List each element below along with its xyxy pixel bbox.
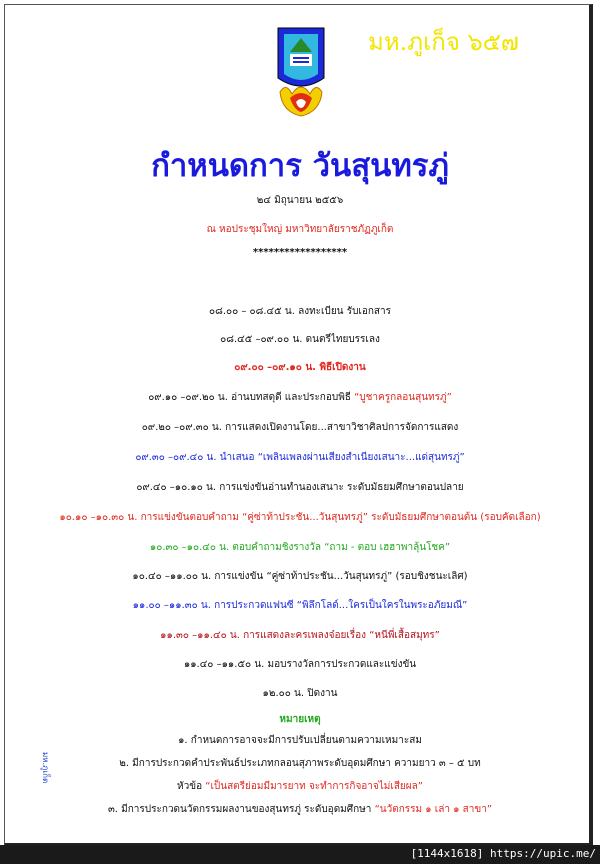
schedule-quote: “เพลินเพลงผ่านเสียงสำเนียงเสนาะ...แด่สุนทรภู่”: [257, 452, 465, 463]
schedule-quote: “หนีพี่เสื้อสมุทร”: [369, 630, 440, 641]
note-text: หัวข้อ: [177, 781, 203, 792]
schedule-text: การแสดงละครเพลงจ๋อยเรื่อง: [243, 630, 367, 641]
corner-tag: มห.ภูเก็จ ๖๕๗: [368, 28, 519, 56]
note-text: ๒. มีการประกวดคำประพันธ์ประเภทกลอนสุภาพระดับอุดมศึกษา ความยาว ๓ – ๕ บท: [119, 758, 481, 769]
schedule-row: [0, 390, 600, 405]
side-margin-text: มห.ภูเก็ต: [41, 752, 50, 784]
schedule-row: [0, 628, 600, 643]
schedule-time: ๑๐.๓๐ –๑๐.๔๐ น.: [149, 542, 230, 553]
schedule-row: [0, 657, 600, 672]
schedule-tail: (รอบชิงชนะเลิศ): [395, 571, 468, 582]
schedule-time: ๑๐.๔๐ –๑๑.๐๐ น.: [132, 571, 212, 582]
footer-text: [1144x1618] https://upic.me/: [410, 847, 596, 860]
university-emblem-icon: [272, 22, 330, 130]
schedule-quote: “คู่ซ่าท้าประชัน...วันสุนทรภู่”: [242, 512, 368, 523]
schedule-time: ๑๑.๓๐ –๑๑.๔๐ น.: [160, 630, 240, 641]
note-item: [0, 756, 600, 771]
schedule-row: [0, 540, 600, 555]
schedule-row: [0, 360, 600, 375]
note-quote: “เป็นสตรีย่อมมีมารยาท จะทำการกิจอาจไม่เสียผล”: [205, 781, 423, 792]
schedule-text: มอบรางวัลการประกวดและแข่งขัน: [267, 659, 417, 670]
image-host-footer: [0, 845, 600, 864]
schedule-time: ๐๘.๐๐ – ๐๘.๔๕ น.: [209, 306, 295, 317]
schedule-time: ๐๙.๔๐ –๑๐.๑๐ น.: [136, 482, 217, 493]
schedule-time: ๑๒.๐๐ น.: [262, 688, 305, 699]
event-venue: ณ หอประชุมใหญ่ มหาวิทยาลัยราชภัฏภูเก็ต: [206, 224, 394, 235]
schedule-time: ๑๐.๑๐ –๑๐.๓๐ น.: [59, 512, 138, 523]
separator-stars: ******************: [252, 247, 348, 258]
schedule-text: ปิดงาน: [307, 688, 338, 699]
schedule-text: ตอบคำถามชิงรางวัล: [232, 542, 322, 553]
schedule-text: ลงทะเบียน รับเอกสาร: [298, 306, 391, 317]
schedule-row: [0, 569, 600, 584]
schedule-row: [0, 686, 600, 701]
schedule-time: ๐๙.๐๐ –๐๙.๑๐ น.: [234, 362, 316, 373]
note-text: ๑. กำหนดการอาจจะมีการปรับเปลี่ยนตามความเหมาะสม: [178, 735, 422, 746]
schedule-row: [0, 510, 600, 525]
page-title: กำหนดการ วันสุนทรภู่: [151, 148, 449, 184]
schedule-row: [0, 332, 600, 347]
schedule-row: [0, 598, 600, 613]
schedule-text: การแสดงเปิดงานโดย...สาขาวิชาศิลปการจัดการแสดง: [225, 422, 459, 433]
note-item: [0, 779, 600, 794]
event-date: ๒๔ มิถุนายน ๒๕๕๖: [256, 195, 344, 206]
note-item: [0, 802, 600, 817]
schedule-text: การแข่งขันตอบคำถาม: [140, 512, 239, 523]
schedule-quote: “ถาม - ตอบ เฮฮาพาลุ้นโชค”: [324, 542, 451, 553]
schedule-text: การแข่งขัน: [214, 571, 264, 582]
schedule-tail: ระดับมัธยมศึกษาตอนต้น (รอบคัดเลือก): [371, 512, 541, 523]
schedule-quote: “คู่ซ่าท้าประชัน...วันสุนทรภู่”: [266, 571, 393, 582]
schedule-text: การแข่งขันอ่านทำนองเสนาะ ระดับมัธยมศึกษาตอนปลาย: [219, 482, 464, 493]
schedule-time: ๑๑.๔๐ –๑๑.๕๐ น.: [183, 659, 265, 670]
schedule-quote: “พิลึกโลด์...ใครเป็นใครในพระอภัยมณี”: [296, 600, 468, 611]
schedule-row: [0, 480, 600, 495]
schedule-row: [0, 450, 600, 465]
schedule-time: ๐๘.๔๕ –๐๙.๐๐ น.: [220, 334, 303, 345]
schedule-time: ๐๙.๒๐ –๐๙.๓๐ น.: [141, 422, 222, 433]
schedule-time: ๑๑.๐๐ –๑๑.๓๐ น.: [132, 600, 211, 611]
schedule-text: อ่านบทสดุดี และประกอบพิธี: [231, 392, 351, 403]
schedule-row: [0, 420, 600, 435]
note-quote: “นวัตกรรม ๑ เล่า ๑ สาขา”: [374, 804, 493, 815]
note-text: ๓. มีการประกวดนวัตกรรมผลงานของสุนทรภู่ ระดับอุดมศึกษา: [107, 804, 372, 815]
schedule-text: พิธีเปิดงาน: [319, 362, 366, 373]
schedule-row: [0, 304, 600, 319]
schedule-time: ๐๙.๓๐ –๐๙.๔๐ น.: [135, 452, 217, 463]
schedule-text: นำเสนอ: [219, 452, 255, 463]
schedule-text: การประกวดแฟนซี: [214, 600, 294, 611]
schedule-quote: “บูชาครูกลอนสุนทรภู่”: [354, 392, 452, 403]
schedule-time: ๐๙.๑๐ –๐๙.๒๐ น.: [148, 392, 228, 403]
notes-heading: หมายเหตุ: [279, 714, 321, 725]
schedule-text: ดนตรีไทยบรรเลง: [305, 334, 380, 345]
note-item: [0, 733, 600, 748]
